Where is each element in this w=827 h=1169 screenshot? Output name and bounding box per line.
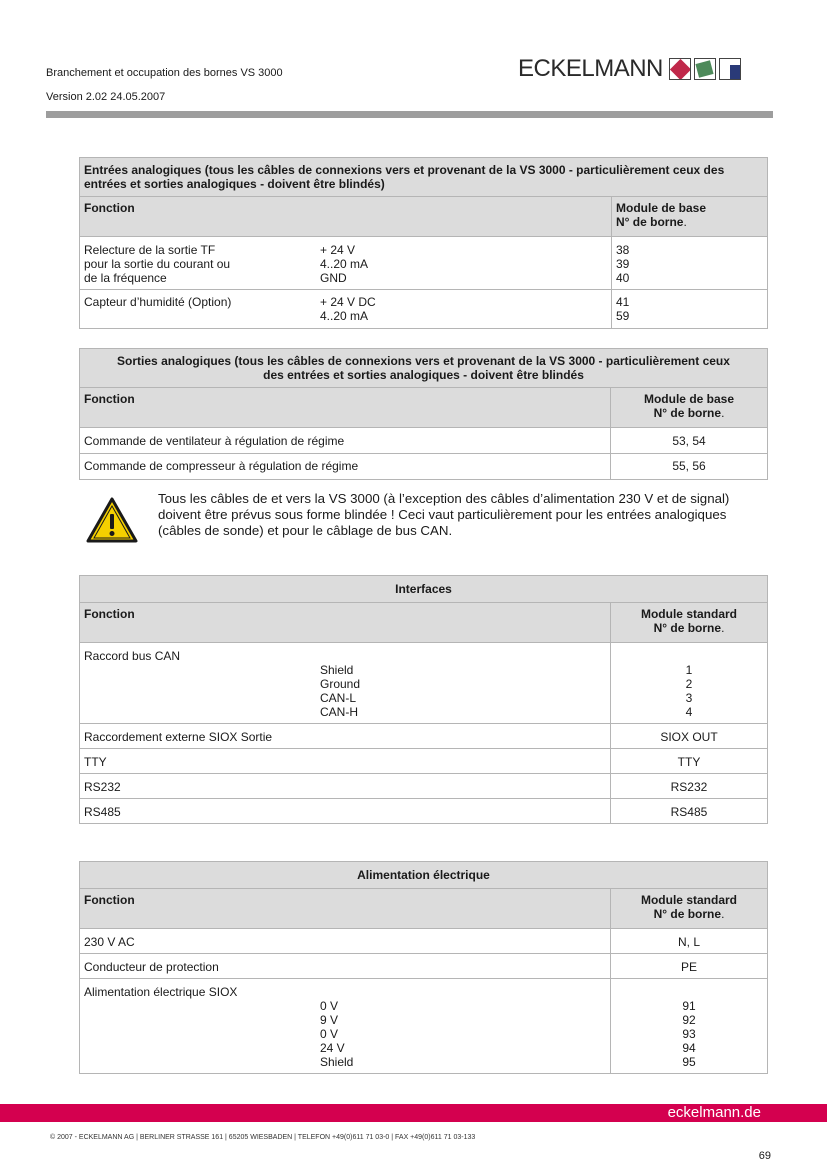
column-header-terminal: Module de base N° de borne. <box>611 388 768 428</box>
interfaces-table <box>79 575 768 824</box>
logo-squares <box>669 58 741 80</box>
column-header-function: Fonction <box>80 889 611 929</box>
footer-website-link[interactable]: eckelmann.de <box>667 1104 761 1121</box>
table-row: RS485 RS485 <box>80 799 768 824</box>
table-row: Conducteur de protection PE <box>80 954 768 979</box>
table-row: Commande de compresseur à régulation de régime 55, 56 <box>80 454 768 480</box>
warning-triangle-icon <box>86 497 138 543</box>
table-caption: Entrées analogiques (tous les câbles de connexions vers et provenant de la VS 3000 - particulièrement ceux des entrées et sorties analogiques - doivent être blindés) <box>80 158 768 197</box>
table-row: Alimentation électrique SIOX 0 V 9 V 0 V 24 V Shield 91 92 93 94 95 <box>80 979 768 1074</box>
header-rule <box>46 111 773 118</box>
column-header-terminal: Module standard N° de borne. <box>611 603 768 643</box>
table-row: TTY TTY <box>80 749 768 774</box>
page-number: 69 <box>758 1150 771 1162</box>
logo-text: ECKELMANN <box>518 55 663 82</box>
logo-blue-square <box>719 58 741 80</box>
document-version: Version 2.02 24.05.2007 <box>46 91 166 103</box>
table-row: Capteur d’humidité (Option) + 24 V DC 4..20 mA 41 59 <box>80 290 768 329</box>
table-caption: Sorties analogiques (tous les câbles de connexions vers et provenant de la VS 3000 - particulièrement ceux des entrées et sorties analogiques - doivent être blindés <box>80 349 768 388</box>
eckelmann-logo <box>518 55 741 83</box>
table-caption: Alimentation électrique <box>80 862 768 889</box>
table-row: Raccord bus CAN Shield Ground CAN-L CAN-H 1 2 3 4 <box>80 643 768 724</box>
column-header-terminal: Module de base N° de borne. <box>612 197 768 237</box>
logo-red-square <box>669 58 691 80</box>
document-title: Branchement et occupation des bornes VS 3000 <box>46 67 283 79</box>
warning-text: Tous les câbles de et vers la VS 3000 (à l’exception des câbles d’alimentation 230 V et de signal) doivent être prévus sous forme blindée ! Ceci vaut particulièrement pour les entrées analogiques (câbles de sonde) et pour le câblage de bus CAN. <box>158 491 730 538</box>
power-supply-table <box>79 861 768 1074</box>
analog-outputs-table <box>79 348 768 480</box>
table-row: RS232 RS232 <box>80 774 768 799</box>
logo-green-square <box>694 58 716 80</box>
column-header-function: Fonction <box>80 388 611 428</box>
table-row: Relecture de la sortie TF + 24 V pour la sortie du courant ou 4..20 mA de la fréquence GND 38 39 40 <box>80 237 768 290</box>
footer-copyright: © 2007 - ECKELMANN AG | BERLINER STRASSE 161 | 65205 WIESBADEN | TELEFON +49(0)611 71 03-0 | FAX +49(0)611 71 03-133 <box>50 1134 476 1141</box>
table-caption: Interfaces <box>80 576 768 603</box>
column-header-terminal: Module standard N° de borne. <box>611 889 768 929</box>
table-row: Commande de ventilateur à régulation de régime 53, 54 <box>80 428 768 454</box>
analog-inputs-table <box>79 157 768 329</box>
column-header-function: Fonction <box>80 603 611 643</box>
table-row: Raccordement externe SIOX Sortie SIOX OUT <box>80 724 768 749</box>
column-header-function: Fonction <box>80 197 612 237</box>
table-row: 230 V AC N, L <box>80 929 768 954</box>
